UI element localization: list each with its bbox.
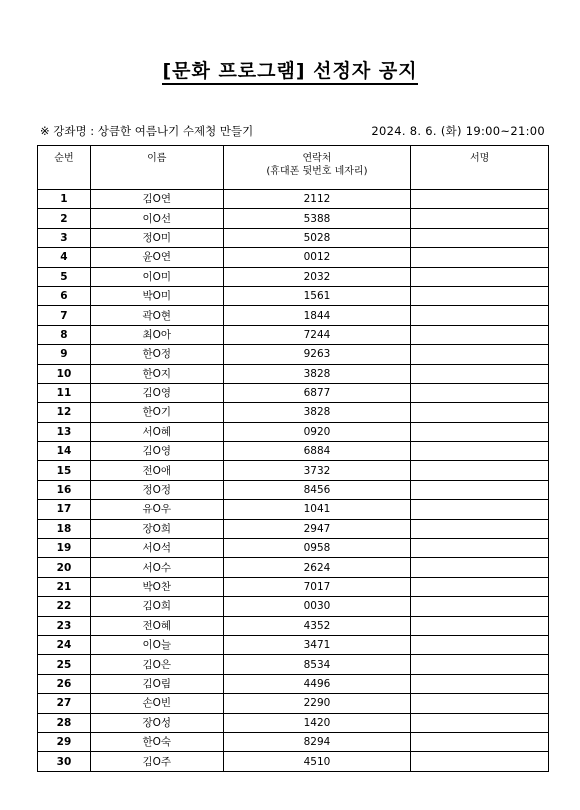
cell-name: 이O선	[90, 209, 223, 228]
cell-phone: 1561	[223, 286, 411, 305]
cell-name: 정O정	[90, 480, 223, 499]
table-row	[38, 713, 549, 732]
cell-name: 서O석	[90, 539, 223, 558]
table-row	[38, 306, 549, 325]
cell-no: 12	[38, 403, 91, 422]
cell-signature	[411, 713, 549, 732]
cell-signature	[411, 480, 549, 499]
cell-signature	[411, 752, 549, 771]
table-row	[38, 694, 549, 713]
cell-phone: 5028	[223, 228, 411, 247]
cell-phone: 7244	[223, 325, 411, 344]
cell-no: 19	[38, 539, 91, 558]
cell-signature	[411, 519, 549, 538]
header-signature: 서명	[411, 146, 549, 190]
table-row	[38, 577, 549, 596]
course-name: ※ 강좌명 : 상큼한 여름나기 수제청 만들기	[40, 124, 254, 138]
table-row	[38, 500, 549, 519]
cell-phone: 8534	[223, 655, 411, 674]
cell-no: 13	[38, 422, 91, 441]
cell-phone: 6884	[223, 442, 411, 461]
page-title-text: [문화 프로그램] 선정자 공지	[162, 60, 417, 85]
header-contact-line2: (휴대폰 뒷번호 네자리)	[266, 166, 368, 177]
course-datetime: 2024. 8. 6. (화) 19:00~21:00	[371, 124, 545, 138]
cell-no: 14	[38, 442, 91, 461]
cell-signature	[411, 732, 549, 751]
cell-signature	[411, 577, 549, 596]
cell-phone: 4496	[223, 674, 411, 693]
cell-signature	[411, 190, 549, 209]
header-no: 순번	[38, 146, 91, 190]
cell-phone: 3828	[223, 403, 411, 422]
cell-phone: 2947	[223, 519, 411, 538]
cell-phone: 0012	[223, 248, 411, 267]
table-row	[38, 616, 549, 635]
table-row	[38, 635, 549, 654]
cell-phone: 4510	[223, 752, 411, 771]
cell-signature	[411, 597, 549, 616]
cell-phone: 0030	[223, 597, 411, 616]
table-row	[38, 286, 549, 305]
cell-name: 최O아	[90, 325, 223, 344]
cell-name: 김O림	[90, 674, 223, 693]
cell-name: 이O미	[90, 267, 223, 286]
cell-phone: 9263	[223, 345, 411, 364]
cell-no: 1	[38, 190, 91, 209]
cell-name: 김O은	[90, 655, 223, 674]
cell-signature	[411, 694, 549, 713]
cell-phone: 4352	[223, 616, 411, 635]
cell-name: 박O찬	[90, 577, 223, 596]
cell-signature	[411, 306, 549, 325]
cell-signature	[411, 286, 549, 305]
cell-name: 한O숙	[90, 732, 223, 751]
table-row	[38, 345, 549, 364]
table-row	[38, 422, 549, 441]
cell-no: 23	[38, 616, 91, 635]
cell-name: 윤O연	[90, 248, 223, 267]
header-contact-line1: 연락처	[302, 153, 332, 164]
cell-name: 김O주	[90, 752, 223, 771]
cell-signature	[411, 635, 549, 654]
cell-no: 11	[38, 383, 91, 402]
cell-phone: 3828	[223, 364, 411, 383]
cell-signature	[411, 500, 549, 519]
cell-phone: 8294	[223, 732, 411, 751]
cell-no: 16	[38, 480, 91, 499]
table-row	[38, 267, 549, 286]
cell-name: 김O희	[90, 597, 223, 616]
table-row	[38, 539, 549, 558]
cell-phone: 0920	[223, 422, 411, 441]
table-row	[38, 325, 549, 344]
cell-phone: 2290	[223, 694, 411, 713]
cell-signature	[411, 248, 549, 267]
table-row	[38, 190, 549, 209]
cell-name: 김O영	[90, 383, 223, 402]
table-row	[38, 403, 549, 422]
cell-no: 25	[38, 655, 91, 674]
participant-table	[37, 145, 549, 772]
cell-name: 서O혜	[90, 422, 223, 441]
cell-signature	[411, 422, 549, 441]
cell-no: 24	[38, 635, 91, 654]
table-row	[38, 364, 549, 383]
cell-phone: 2112	[223, 190, 411, 209]
cell-phone: 7017	[223, 577, 411, 596]
cell-signature	[411, 383, 549, 402]
cell-no: 10	[38, 364, 91, 383]
cell-no: 5	[38, 267, 91, 286]
header-name: 이름	[90, 146, 223, 190]
cell-name: 정O미	[90, 228, 223, 247]
cell-no: 22	[38, 597, 91, 616]
table-row	[38, 519, 549, 538]
cell-name: 한O지	[90, 364, 223, 383]
table-row	[38, 461, 549, 480]
cell-signature	[411, 674, 549, 693]
cell-no: 28	[38, 713, 91, 732]
cell-signature	[411, 228, 549, 247]
cell-no: 26	[38, 674, 91, 693]
cell-no: 9	[38, 345, 91, 364]
cell-name: 손O빈	[90, 694, 223, 713]
cell-no: 4	[38, 248, 91, 267]
cell-no: 2	[38, 209, 91, 228]
cell-name: 전O혜	[90, 616, 223, 635]
header-contact	[223, 146, 411, 190]
cell-name: 장O성	[90, 713, 223, 732]
cell-phone: 1420	[223, 713, 411, 732]
cell-phone: 1844	[223, 306, 411, 325]
cell-no: 18	[38, 519, 91, 538]
table-row	[38, 383, 549, 402]
table-row	[38, 597, 549, 616]
cell-signature	[411, 539, 549, 558]
cell-phone: 3732	[223, 461, 411, 480]
cell-phone: 2032	[223, 267, 411, 286]
table-row	[38, 480, 549, 499]
cell-name: 곽O현	[90, 306, 223, 325]
cell-phone: 3471	[223, 635, 411, 654]
cell-no: 30	[38, 752, 91, 771]
cell-signature	[411, 325, 549, 344]
cell-no: 21	[38, 577, 91, 596]
cell-phone: 5388	[223, 209, 411, 228]
cell-signature	[411, 345, 549, 364]
cell-signature	[411, 558, 549, 577]
table-row	[38, 442, 549, 461]
table-row	[38, 228, 549, 247]
cell-name: 장O희	[90, 519, 223, 538]
table-row	[38, 752, 549, 771]
table-row	[38, 248, 549, 267]
table-header-row	[38, 146, 549, 190]
cell-signature	[411, 364, 549, 383]
page-title	[0, 56, 580, 83]
cell-phone: 2624	[223, 558, 411, 577]
table-row	[38, 674, 549, 693]
cell-signature	[411, 209, 549, 228]
cell-phone: 0958	[223, 539, 411, 558]
cell-no: 3	[38, 228, 91, 247]
cell-signature	[411, 616, 549, 635]
cell-no: 7	[38, 306, 91, 325]
cell-name: 유O우	[90, 500, 223, 519]
cell-signature	[411, 267, 549, 286]
table-row	[38, 209, 549, 228]
table-row	[38, 655, 549, 674]
cell-no: 8	[38, 325, 91, 344]
cell-name: 이O늘	[90, 635, 223, 654]
cell-no: 6	[38, 286, 91, 305]
cell-no: 29	[38, 732, 91, 751]
cell-name: 전O애	[90, 461, 223, 480]
cell-name: 김O영	[90, 442, 223, 461]
cell-name: 김O연	[90, 190, 223, 209]
cell-no: 15	[38, 461, 91, 480]
cell-no: 17	[38, 500, 91, 519]
cell-signature	[411, 442, 549, 461]
cell-no: 27	[38, 694, 91, 713]
cell-no: 20	[38, 558, 91, 577]
cell-signature	[411, 403, 549, 422]
cell-phone: 6877	[223, 383, 411, 402]
cell-phone: 1041	[223, 500, 411, 519]
table-row	[38, 732, 549, 751]
cell-name: 서O수	[90, 558, 223, 577]
cell-signature	[411, 461, 549, 480]
cell-name: 박O미	[90, 286, 223, 305]
cell-name: 한O기	[90, 403, 223, 422]
cell-name: 한O정	[90, 345, 223, 364]
table-row	[38, 558, 549, 577]
cell-phone: 8456	[223, 480, 411, 499]
cell-signature	[411, 655, 549, 674]
course-info	[40, 123, 545, 139]
